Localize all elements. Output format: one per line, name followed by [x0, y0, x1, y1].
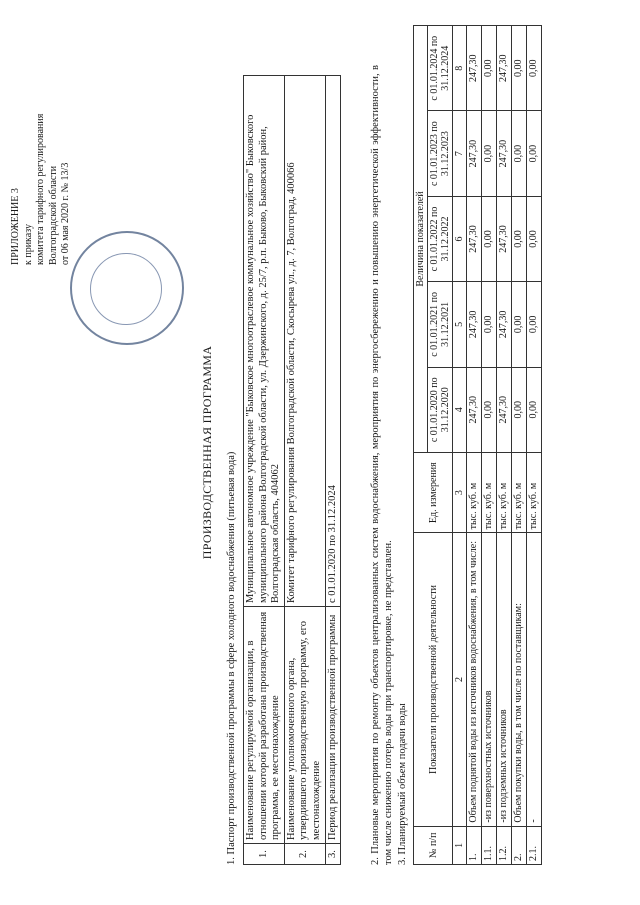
section-1-heading: 1. Паспорт производственной программы в сфере холодного водоснабжения (питьевая вода) [226, 451, 237, 865]
passport-row-value: с 01.01.2020 по 31.12.2024 [325, 76, 341, 607]
row-value: 0,00 [527, 196, 542, 281]
row-unit: тыс. куб. м [482, 452, 497, 532]
row-value: 0,00 [527, 367, 542, 452]
col-header-unit: Ед. измерения [414, 452, 453, 532]
passport-row-label: Наименование уполномоченного органа, утвердившего производственную программу, его местонахождение [284, 607, 325, 844]
col-header-num: № п/п [414, 826, 453, 864]
passport-row-value: Комитет тарифного регулирования Волгоградской области, Скосырева ул., д. 7, Волгоград, 400066 [284, 76, 325, 607]
row-value: 0,00 [482, 111, 497, 196]
row-unit: тыс. куб. м [497, 452, 512, 532]
row-value: 0,00 [527, 282, 542, 367]
table-row [497, 26, 512, 865]
col-header-period: с 01.01.2023 по 31.12.2023 [428, 111, 453, 196]
row-unit: тыс. куб. м [527, 452, 542, 532]
row-value: 0,00 [512, 367, 527, 452]
row-value: 0,00 [512, 26, 527, 111]
official-seal [70, 231, 184, 345]
passport-row-num: 2. [284, 844, 325, 865]
col-header-period: с 01.01.2024 по 31.12.2024 [428, 26, 453, 111]
col-number: 2 [453, 533, 467, 826]
appendix-block [10, 25, 73, 265]
row-value: 247,30 [467, 367, 482, 452]
row-value: 0,00 [512, 196, 527, 281]
row-num: 1.1. [482, 826, 497, 864]
col-number: 5 [453, 282, 467, 367]
appendix-title: ПРИЛОЖЕНИЕ 3 [10, 188, 21, 265]
appendix-line: комитета тарифного регулирования [35, 113, 46, 265]
row-value: 247,30 [467, 26, 482, 111]
row-value: 0,00 [482, 367, 497, 452]
row-value: 0,00 [482, 196, 497, 281]
row-value: 247,30 [497, 196, 512, 281]
appendix-line: к приказу [22, 224, 34, 265]
row-indicator: -из подземных источников [497, 533, 512, 826]
passport-row [284, 76, 325, 865]
col-number: 4 [453, 367, 467, 452]
passport-row [244, 76, 285, 865]
col-number: 6 [453, 196, 467, 281]
row-num: 1.2. [497, 826, 512, 864]
row-num: 1. [467, 826, 482, 864]
col-number: 7 [453, 111, 467, 196]
passport-row-value: Муниципальное автономное учреждение "Быковское многоотраслевое коммунальное хозяйство" Быковского муниципального района Волгоградской области, ул. Дзержинского, д. 25/7, р.п. Быково, Быковский район, Волгоградская область, 404062 [244, 76, 285, 607]
passport-row [325, 76, 341, 865]
col-header-period: с 01.01.2020 по 31.12.2020 [428, 367, 453, 452]
col-number: 1 [453, 826, 467, 864]
row-unit: тыс. куб. м [467, 452, 482, 532]
row-indicator: -из поверхностных источников [482, 533, 497, 826]
row-value: 247,30 [497, 111, 512, 196]
seal-inner-ring [90, 253, 162, 325]
col-number: 8 [453, 26, 467, 111]
section-2-paragraph: 2. Плановые мероприятия по ремонту объектов централизованных систем водоснабжения, мероприятия по энергосбережению и повышению энергетической эффективности, в том числе снижению потерь воды при транспортировке, не представлен. [370, 65, 394, 865]
col-header-group: Величина показателей [414, 26, 428, 453]
row-value: 0,00 [482, 26, 497, 111]
passport-row-num: 3. [325, 844, 341, 865]
section-2-text [370, 65, 410, 865]
water-volume-table [413, 25, 542, 865]
appendix-date: от 06 мая 2020 г. № 13/3 [60, 162, 71, 265]
row-value: 0,00 [527, 26, 542, 111]
row-value: 247,30 [497, 367, 512, 452]
appendix-line: Волгоградской области [47, 165, 59, 265]
row-value: 247,30 [497, 282, 512, 367]
col-header-period: с 01.01.2021 по 31.12.2021 [428, 282, 453, 367]
passport-row-num: 1. [244, 844, 285, 865]
col-header-period: с 01.01.2022 по 31.12.2022 [428, 196, 453, 281]
table-row [467, 26, 482, 865]
row-value: 247,30 [467, 111, 482, 196]
table-row [482, 26, 497, 865]
row-indicator: - [527, 533, 542, 826]
col-number: 3 [453, 452, 467, 532]
passport-row-label: Наименование регулируемой организации, в отношении которой разработана производственная программа, ее местонахождение [244, 607, 285, 844]
row-value: 0,00 [512, 282, 527, 367]
row-value: 247,30 [497, 26, 512, 111]
row-value: 0,00 [482, 282, 497, 367]
section-3-heading: 3. Планируемый объем подачи воды [397, 703, 409, 865]
page-title: ПРОИЗВОДСТВЕННАЯ ПРОГРАММА [200, 345, 214, 560]
table-row [527, 26, 542, 865]
table-row [512, 26, 527, 865]
row-num: 2.1. [527, 826, 542, 864]
passport-table [243, 75, 341, 865]
row-value: 247,30 [467, 196, 482, 281]
row-num: 2. [512, 826, 527, 864]
row-indicator: Объем поднятой воды из источников водоснабжения, в том числе: [467, 533, 482, 826]
row-indicator: Объем покупки воды, в том числе по поставщикам: [512, 533, 527, 826]
row-value: 247,30 [467, 282, 482, 367]
row-unit: тыс. куб. м [512, 452, 527, 532]
col-header-indicator: Показатели производственной деятельности [414, 533, 453, 826]
passport-row-label: Период реализации производственной программы [325, 607, 341, 844]
row-value: 0,00 [512, 111, 527, 196]
row-value: 0,00 [527, 111, 542, 196]
